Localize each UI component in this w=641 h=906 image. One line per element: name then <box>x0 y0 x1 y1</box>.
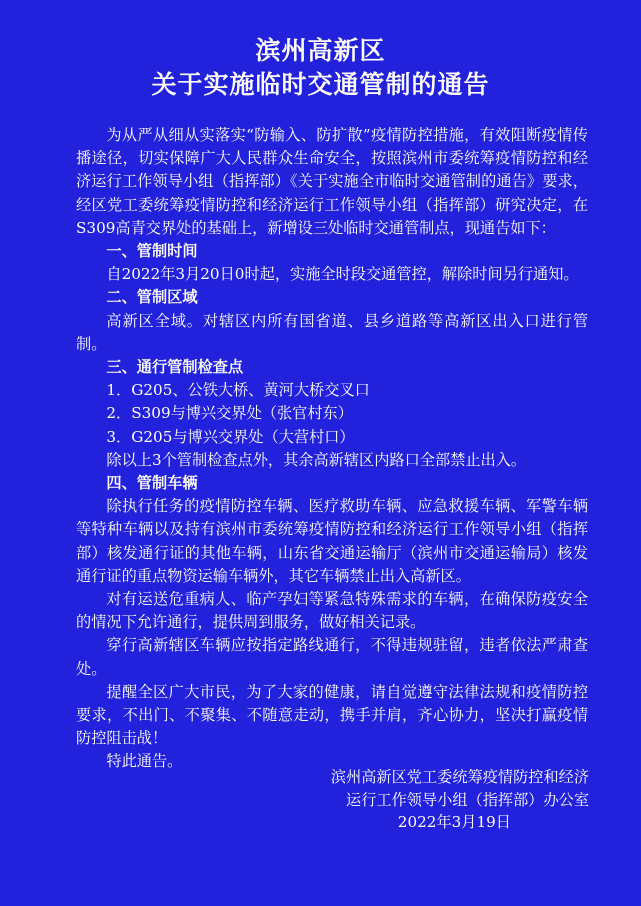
section-area-heading: 二、管制区域 <box>106 288 198 307</box>
closing-paragraph: 提醒全区广大市民，为了大家的健康，请自觉遵守法律法规和疫情防控要求，不出门、不聚集、不随意走动，携手并肩，齐心协力，坚决打赢疫情防控阻击战！ <box>76 682 588 748</box>
closing-statement: 特此通告。 <box>106 752 183 771</box>
notice-body <box>76 124 588 774</box>
vehicles-paragraph: 穿行高新辖区车辆应按指定路线通行，不得违规驻留，违者依法严肃查处。 <box>76 636 588 678</box>
title-line-2: 关于实施临时交通管制的通告 <box>151 70 490 99</box>
checkpoint-item: 2．S309与博兴交界处（张官村东） <box>106 404 353 423</box>
signature-block <box>289 766 589 834</box>
checkpoint-item: 3．G205与博兴交界处（大营村口） <box>106 427 355 446</box>
checkpoint-item: 1．G205、公铁大桥、黄河大桥交叉口 <box>106 381 370 400</box>
signature-date: 2022年3月19日 <box>397 813 511 831</box>
vehicles-paragraph: 对有运送危重病人、临产孕妇等紧急特殊需求的车辆，在确保防疫安全的情况下允许通行，提供周到服务，做好相关记录。 <box>76 590 588 632</box>
intro-paragraph: 为从严从细从实落实“防输入、防扩散”疫情防控措施，有效阻断疫情传播途径，切实保障广大人民群众生命安全，按照滨州市委统筹疫情防控和经济运行工作领导小组（指挥部）《关于实施全市临时交通管制的通告》要求，经区党工委统筹疫情防控和经济运行工作领导小组（指挥部）研究决定，在S309高青交界处的基础上，新增设三处临时交通管制点，现通告如下： <box>76 126 588 237</box>
section-checkpoints-heading: 三、通行管制检查点 <box>106 358 244 377</box>
title-line-1: 滨州高新区 <box>255 36 386 65</box>
vehicles-paragraph: 除执行任务的疫情防控车辆、医疗救助车辆、应急救援车辆、军警车辆等特种车辆以及持有滨州市委统筹疫情防控和经济运行工作领导小组（指挥部）核发通行证的其他车辆，山东省交通运输厅（滨州市交通运输局）核发通行证的重点物资运输车辆外，其它车辆禁止出入高新区。 <box>76 497 588 585</box>
section-time-heading: 一、管制时间 <box>106 242 198 261</box>
section-time-text: 自2022年3月20日0时起，实施全时段交通管控，解除时间另行通知。 <box>106 265 579 284</box>
signature-line-1: 滨州高新区党工委统筹疫情防控和经济 <box>330 768 589 786</box>
checkpoints-note: 除以上3个管制检查点外，其余高新辖区内路口全部禁止出入。 <box>106 450 527 469</box>
signature-line-2: 运行工作领导小组（指挥部）办公室 <box>346 790 589 809</box>
section-vehicles-heading: 四、管制车辆 <box>106 474 198 493</box>
section-area-text: 高新区全域。对辖区内所有国省道、县乡道路等高新区出入口进行管制。 <box>76 311 588 353</box>
